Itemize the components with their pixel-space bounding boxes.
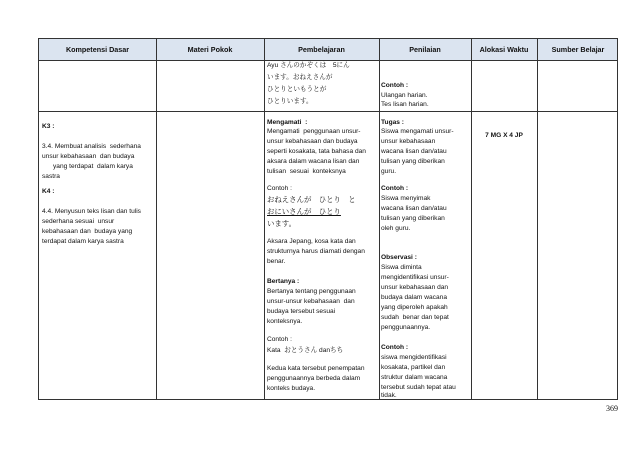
- row1-penilaian-contoh-label: Contoh :: [381, 82, 409, 89]
- table-header-row: [39, 39, 617, 61]
- observasi-text-line: penggunaannya.: [381, 324, 431, 331]
- column-divider: [156, 39, 157, 399]
- k4-text-line: kebahasaan dan budaya yang: [42, 228, 133, 235]
- tugas-text-line: unsur kebahasaan: [381, 138, 436, 145]
- page-number: 369: [606, 404, 618, 413]
- contoh-label: Contoh :: [381, 185, 409, 192]
- aksara-text-line: Aksara Jepang, kosa kata dan: [267, 238, 356, 245]
- header-kompetensi-dasar: Kompetensi Dasar: [65, 45, 130, 54]
- mengamati-text-line: aksara dalam wacana lisan dan: [267, 158, 360, 165]
- contoh-text-line: tidak.: [381, 392, 397, 399]
- bertanya-text-line: budaya tersebut sesuai: [267, 308, 336, 315]
- k4-text-line: terdapat dalam karya sastra: [42, 238, 124, 245]
- kedua-text-line: penggunaannya berbeda dalam: [267, 375, 361, 382]
- tugas-text-line: guru.: [381, 168, 397, 175]
- tugas-text-line: Siswa mengamati unsur-: [381, 128, 454, 135]
- row1-pembelajaran-line: ひとりいます。: [267, 98, 313, 105]
- observasi-text-line: budaya dalam wacana: [381, 294, 447, 301]
- contoh-text-line: wacana lisan dan/atau: [381, 205, 447, 212]
- observasi-label: Observasi :: [381, 254, 417, 261]
- column-divider: [471, 39, 472, 399]
- tugas-label: Tugas :: [381, 119, 404, 126]
- contoh-text-line: kosakata, partikel dan: [381, 364, 446, 371]
- row1-pembelajaran-line: Ayu さんのかぞくは 5にん: [267, 62, 350, 69]
- header-alokasi-waktu: Alokasi Waktu: [479, 45, 529, 54]
- k4-text-line: 4.4. Menyusun teks lisan dan tulis: [42, 208, 141, 215]
- tugas-text-line: wacana lisan dan/atau: [381, 148, 447, 155]
- aksara-text-line: strukturnya harus diamati dengan: [267, 248, 365, 255]
- observasi-text-line: unsur kebahasaan dan: [381, 284, 449, 291]
- k4-label: K4 :: [42, 188, 55, 195]
- kata-line: Kata おとうさん danちち: [267, 347, 344, 354]
- row1-penilaian-line: Ulangan harian.: [381, 92, 428, 99]
- k3-text-line: yang terdapat dalam karya: [42, 163, 133, 170]
- contoh-label: Contoh :: [381, 344, 409, 351]
- k3-text-line: unsur kebahasaan dan budaya: [42, 153, 135, 160]
- observasi-text-line: Siswa diminta: [381, 264, 422, 271]
- contoh-japanese-line: おにいさんが ひとり: [267, 207, 341, 216]
- contoh-text-line: tulisan yang diberikan: [381, 215, 445, 222]
- contoh-label: Contoh :: [267, 185, 292, 192]
- lesson-plan-table: [38, 38, 618, 400]
- contoh-label: Contoh :: [267, 336, 292, 343]
- kedua-text-line: Kedua kata tersebut penempatan: [267, 365, 365, 372]
- contoh-text-line: oleh guru.: [381, 225, 411, 232]
- k4-text-line: sederhana sesuai unsur: [42, 218, 115, 225]
- mengamati-text-line: unsur kebahasaan dan budaya: [267, 138, 358, 145]
- observasi-text-line: sudah benar dan tepat: [381, 314, 449, 321]
- bertanya-label: Bertanya :: [267, 278, 300, 285]
- bertanya-text-line: unsur-unsur kebahasaan dan: [267, 298, 355, 305]
- bertanya-text-line: konteksnya.: [267, 318, 303, 325]
- header-penilaian: Penilaian: [409, 45, 441, 54]
- row1-pembelajaran-line: います。おねえさんが: [267, 74, 333, 81]
- observasi-text-line: yang diperoleh apakah: [381, 304, 448, 311]
- kedua-text-line: konteks budaya.: [267, 385, 316, 392]
- mengamati-text-line: tulisan sesuai konteksnya: [267, 168, 346, 175]
- column-divider: [264, 39, 265, 399]
- contoh-text-line: tersebut sudah tepat atau: [381, 384, 456, 391]
- alokasi-waktu-value: 7 MG X 4 JP: [485, 132, 523, 139]
- k3-label: K3 :: [42, 123, 55, 130]
- row1-pembelajaran-line: ひとりといもうとが: [267, 86, 327, 93]
- row1-penilaian-line: Tes lisan harian.: [381, 101, 429, 108]
- mengamati-label: Mengamati :: [267, 119, 308, 126]
- contoh-text-line: siswa mengidentifikasi: [381, 354, 447, 361]
- observasi-text-line: mengidentifikasi unsur-: [381, 274, 449, 281]
- column-divider: [537, 39, 538, 399]
- tugas-text-line: tulisan yang diberikan: [381, 158, 445, 165]
- contoh-text-line: Siswa menyimak: [381, 195, 431, 202]
- row-divider: [39, 111, 617, 112]
- mengamati-text-line: Mengamati penggunaan unsur-: [267, 128, 361, 135]
- aksara-text-line: benar.: [267, 258, 286, 265]
- header-materi-pokok: Materi Pokok: [187, 45, 233, 54]
- bertanya-text-line: Bertanya tentang penggunaan: [267, 288, 356, 295]
- k3-text-line: sastra: [42, 173, 60, 180]
- column-divider: [379, 39, 380, 399]
- contoh-japanese-line: います。: [267, 219, 296, 228]
- contoh-text-line: struktur dalam wacana: [381, 374, 448, 381]
- k3-text-line: 3.4. Membuat analisis sederhana: [42, 143, 141, 150]
- header-sumber-belajar: Sumber Belajar: [551, 45, 605, 54]
- contoh-japanese-line: おねえさんが ひとり と: [267, 195, 356, 204]
- mengamati-text-line: seperti kosakata, tata bahasa dan: [267, 148, 366, 155]
- header-pembelajaran: Pembelajaran: [298, 45, 345, 54]
